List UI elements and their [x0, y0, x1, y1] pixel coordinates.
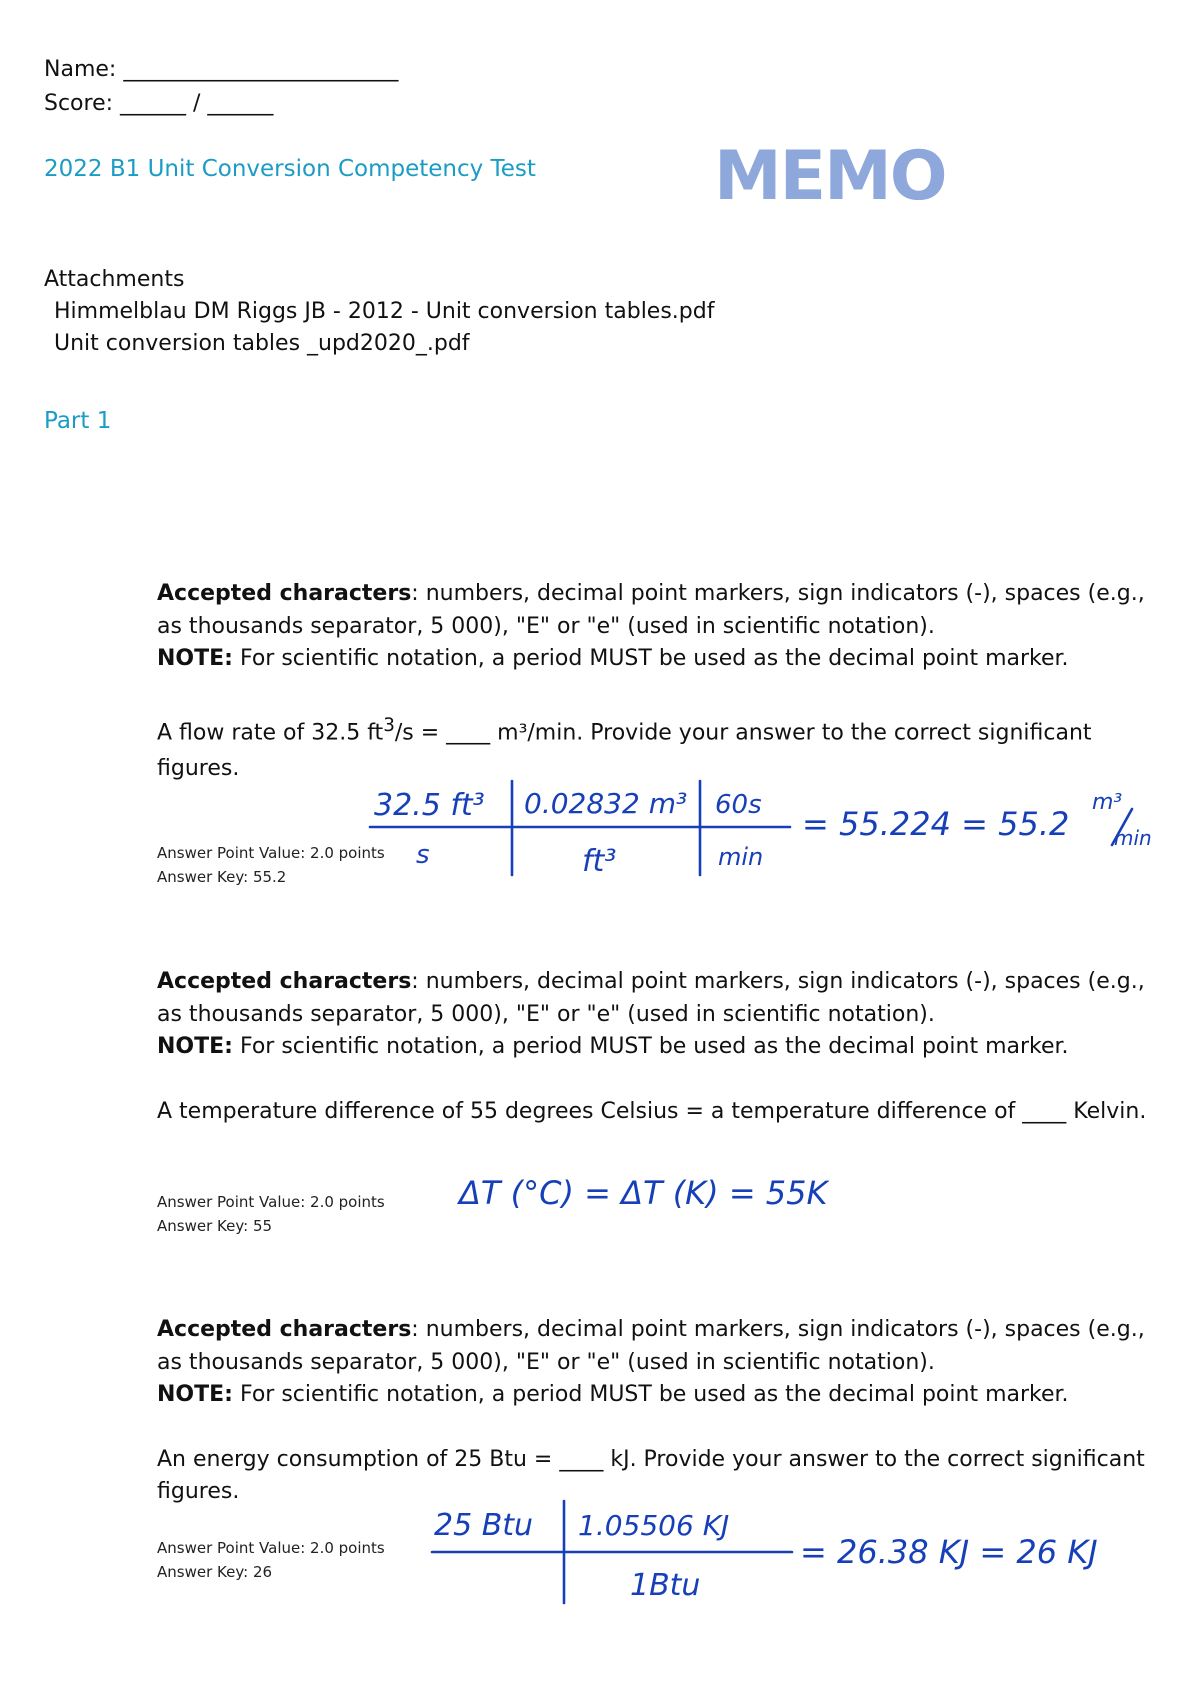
svg-text:min: min [1114, 826, 1152, 850]
accepted-characters [157, 578, 1167, 643]
accepted-label: Accepted characters [157, 969, 412, 994]
accepted-characters [157, 1314, 1167, 1379]
answer-meta-1 [157, 841, 385, 889]
note-text: For scientific notation, a period MUST be used as the decimal point marker. [232, 1382, 1069, 1407]
note [157, 1031, 1167, 1064]
note-label: NOTE: [157, 1382, 233, 1407]
name-line [44, 56, 398, 84]
memo-stamp [710, 125, 950, 220]
handwritten-working-3 [430, 1495, 1170, 1610]
accepted-characters [157, 966, 1167, 1031]
attachment-link[interactable]: Unit conversion tables _upd2020_.pdf [54, 331, 470, 356]
note-text: For scientific notation, a period MUST be used as the decimal point marker. [232, 646, 1069, 671]
answer-blank[interactable]: ____ [1022, 1098, 1067, 1124]
point-value: Answer Point Value: 2.0 points [157, 844, 385, 862]
note-label: NOTE: [157, 1034, 233, 1059]
accepted-text: : numbers, decimal point markers, sign indicators (-), spaces (e.g., as thousands separator, 5 000), "E" or "e" (used in scientific notation). [157, 969, 1145, 1027]
attachment-link[interactable]: Himmelblau DM Riggs JB - 2012 - Unit conversion tables.pdf [54, 299, 715, 324]
attachments-heading: Attachments [44, 267, 185, 292]
answer-key: Answer Key: 55.2 [157, 868, 287, 886]
svg-text:= 26.38 KJ = 26 KJ: = 26.38 KJ = 26 KJ [800, 1533, 1098, 1571]
svg-text:ft³: ft³ [582, 844, 617, 879]
svg-text:s: s [416, 840, 430, 870]
point-value: Answer Point Value: 2.0 points [157, 1539, 385, 1557]
svg-text:1Btu: 1Btu [630, 1568, 701, 1603]
question-text: An energy consumption of 25 Btu = ____ kJ. Provide your answer to the correct significant figures. [157, 1444, 1167, 1509]
score-blank: ______ / ______ [120, 91, 274, 116]
answer-blank[interactable]: ____ [559, 1446, 604, 1472]
part-heading: Part 1 [44, 408, 112, 434]
svg-text:ΔT (°C) = ΔT (K) = 55K: ΔT (°C) = ΔT (K) = 55K [459, 1174, 828, 1212]
svg-text:60s: 60s [715, 790, 762, 820]
question-3 [157, 1314, 1167, 1509]
memo-stamp-text: MEMO [714, 137, 946, 216]
accepted-text: : numbers, decimal point markers, sign indicators (-), spaces (e.g., as thousands separator, 5 000), "E" or "e" (used in scientific notation). [157, 581, 1145, 639]
svg-text:0.02832 m³: 0.02832 m³ [524, 787, 688, 820]
question-text: A temperature difference of 55 degrees Celsius = a temperature difference of ____ Kelvin. [157, 1096, 1167, 1129]
note [157, 643, 1167, 676]
accepted-text: : numbers, decimal point markers, sign indicators (-), spaces (e.g., as thousands separator, 5 000), "E" or "e" (used in scientific notation). [157, 1317, 1145, 1375]
handwritten-working-2 [455, 1160, 935, 1220]
accepted-label: Accepted characters [157, 581, 412, 606]
handwritten-working-1 [370, 775, 1160, 885]
question-text: A flow rate of 32.5 $ft^3/s$ = ____ m³/min. Provide your answer to the correct significant figures. [157, 714, 1092, 781]
svg-text:1.05506 KJ: 1.05506 KJ [578, 1509, 730, 1542]
svg-text:min: min [718, 843, 764, 871]
answer-key: Answer Key: 26 [157, 1563, 273, 1581]
question-2 [157, 966, 1167, 1128]
answer-key: Answer Key: 55 [157, 1217, 273, 1235]
svg-text:m³: m³ [1092, 790, 1123, 815]
name-label: Name: [44, 57, 117, 82]
svg-text:= 55.224 = 55.2: = 55.224 = 55.2 [802, 805, 1070, 843]
answer-meta-3 [157, 1536, 385, 1584]
svg-text:25 Btu: 25 Btu [434, 1508, 534, 1543]
name-blank: _________________________ [123, 57, 399, 82]
score-label: Score: [44, 91, 114, 116]
note-label: NOTE: [157, 646, 233, 671]
note-text: For scientific notation, a period MUST be used as the decimal point marker. [232, 1034, 1069, 1059]
answer-blank[interactable]: ____ [446, 719, 491, 745]
page-title: 2022 B1 Unit Conversion Competency Test [44, 156, 536, 182]
answer-meta-2 [157, 1190, 385, 1238]
note [157, 1379, 1167, 1412]
question-1 [157, 578, 1167, 787]
accepted-label: Accepted characters [157, 1317, 412, 1342]
point-value: Answer Point Value: 2.0 points [157, 1193, 385, 1211]
score-line [44, 90, 273, 118]
svg-text:32.5 ft³: 32.5 ft³ [374, 788, 485, 823]
